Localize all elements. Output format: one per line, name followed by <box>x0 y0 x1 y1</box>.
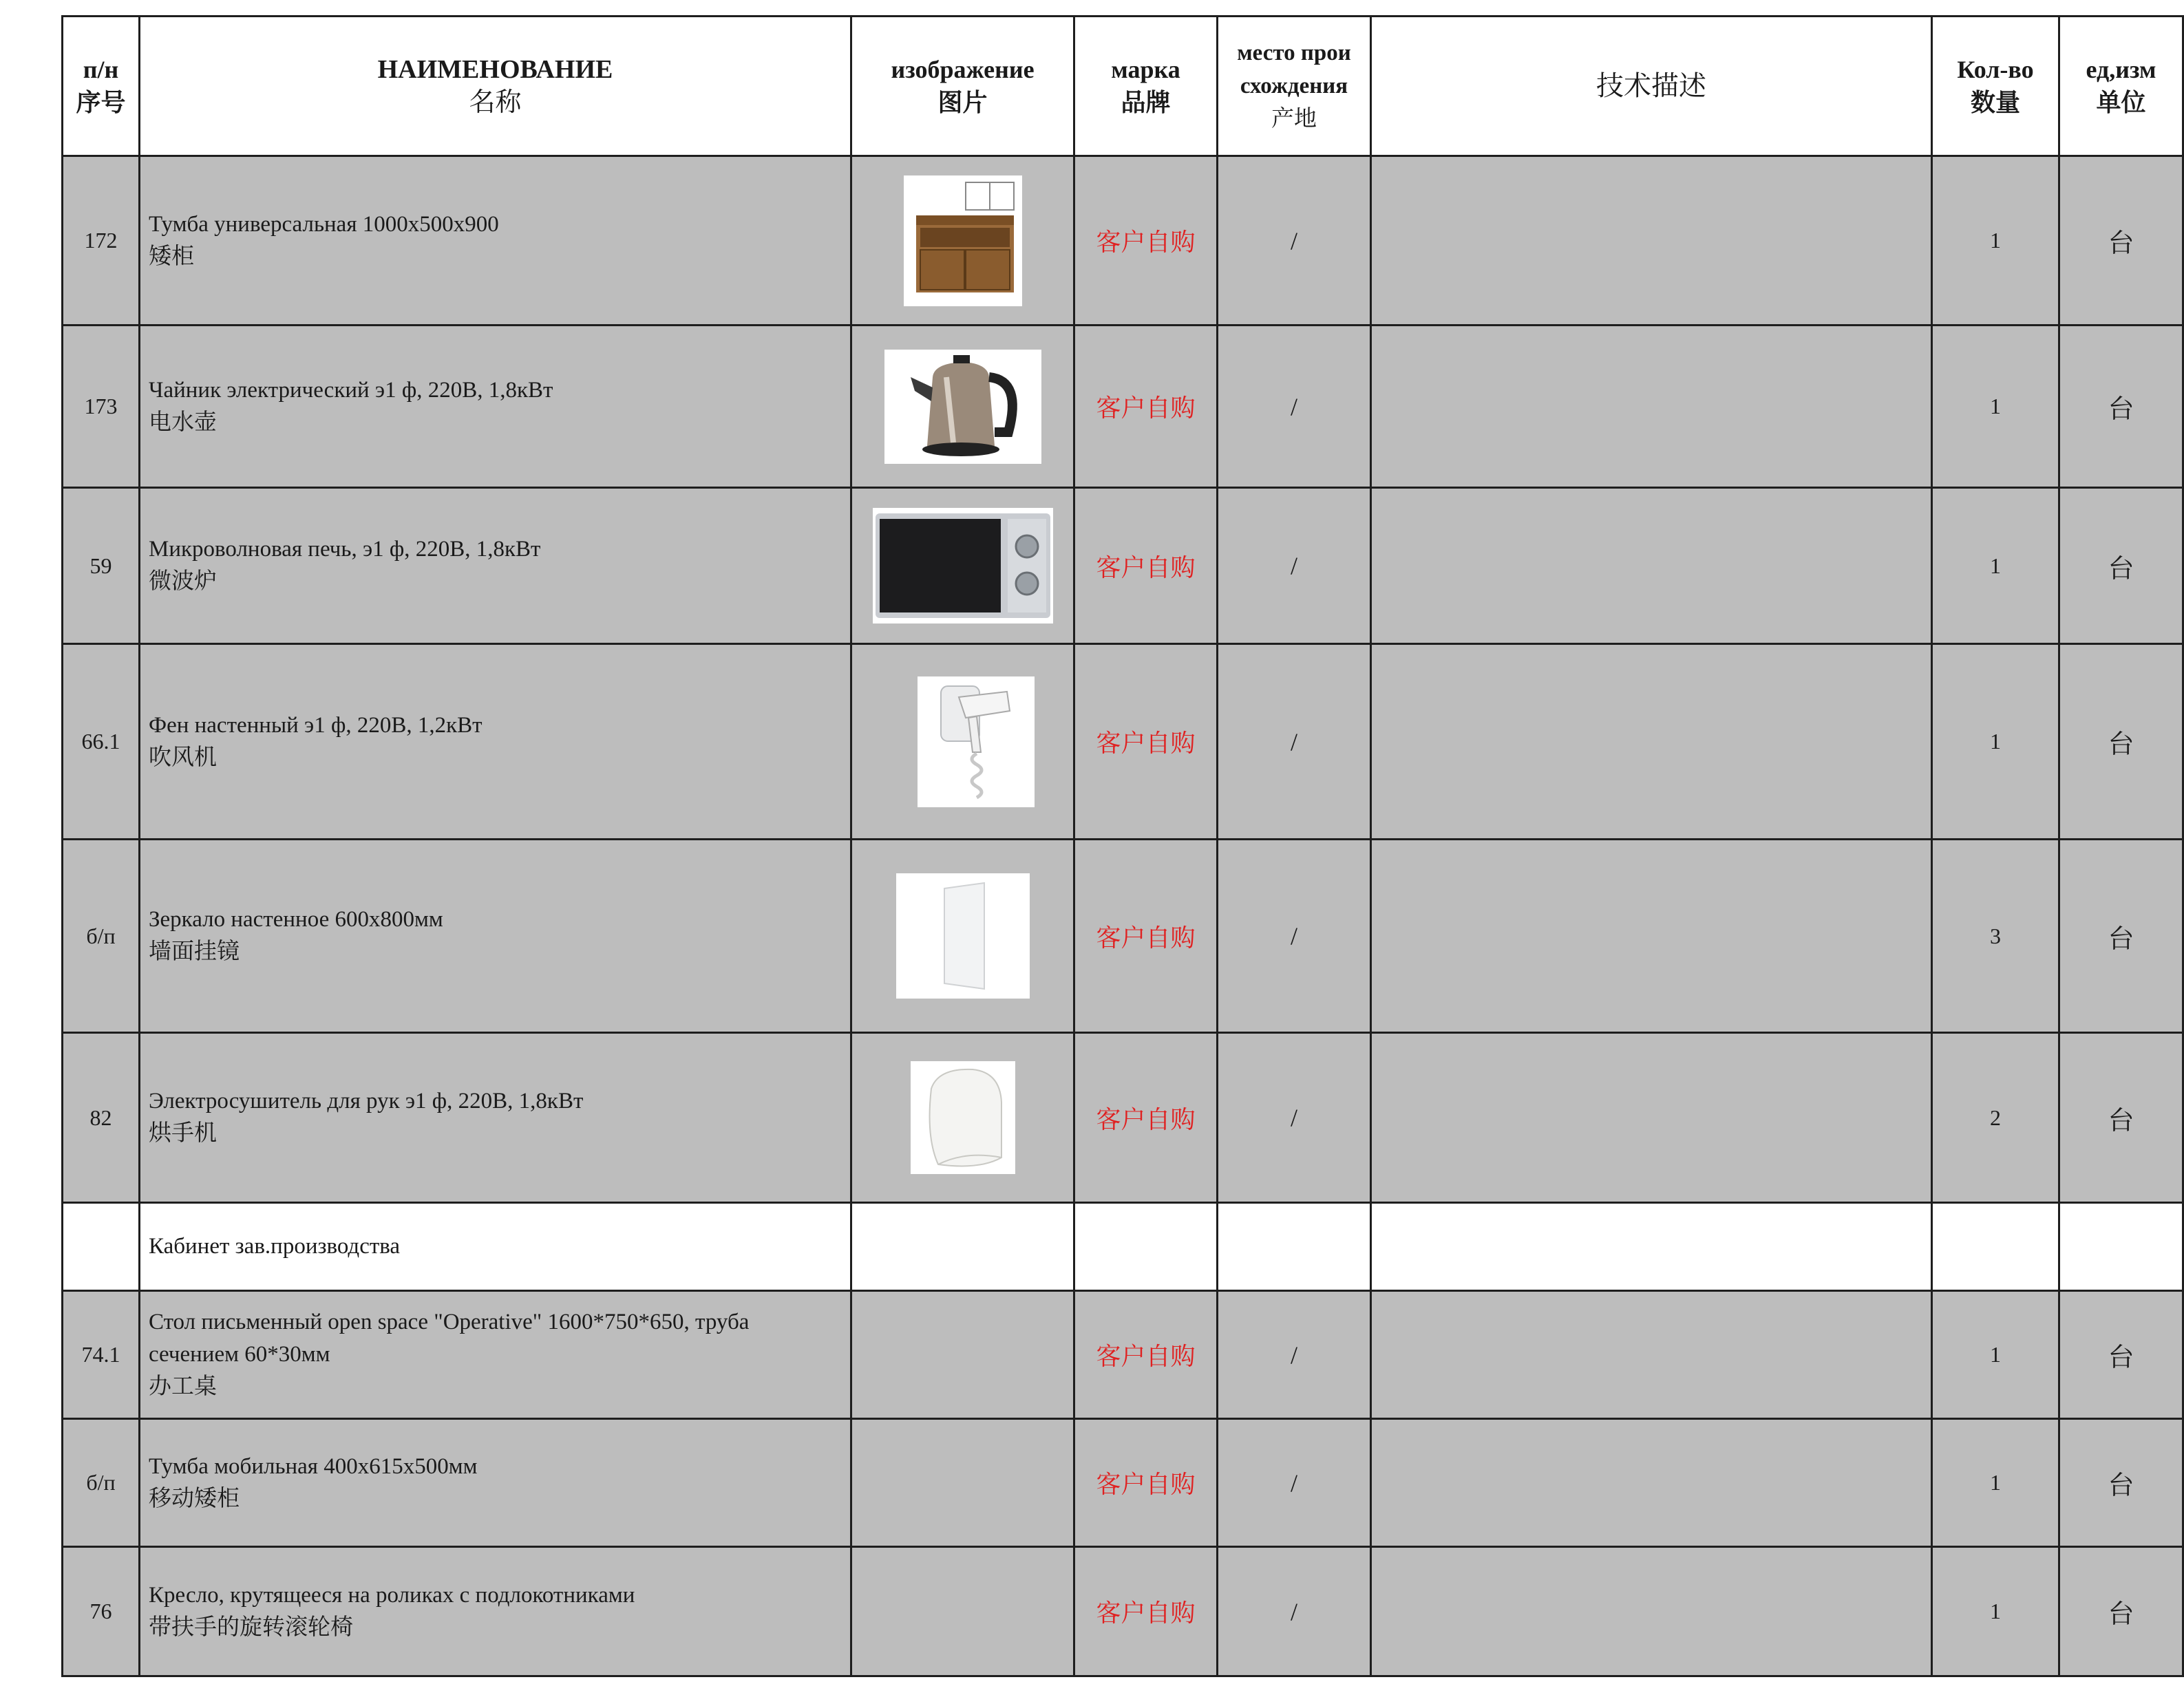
quantity: 3 <box>1932 840 2059 1033</box>
table-row <box>63 840 2183 1033</box>
brand: 客户自购 <box>1074 644 1218 840</box>
quantity: 1 <box>1932 1547 2059 1676</box>
item-image-cell <box>851 840 1074 1033</box>
tech-description <box>1371 1419 1932 1547</box>
row-index: 74.1 <box>63 1291 140 1419</box>
origin: / <box>1218 1291 1371 1419</box>
item-name: Фен настенный э1 ф, 220В, 1,2кВт 吹风机 <box>140 644 851 840</box>
tech-description <box>1371 840 1932 1033</box>
item-image-cell <box>851 488 1074 644</box>
tech-description <box>1371 1547 1932 1676</box>
header-name: НАИМЕНОВАНИЕ 名称 <box>140 17 851 156</box>
table-header-row <box>63 17 2183 156</box>
item-image-cell <box>851 326 1074 488</box>
origin: / <box>1218 644 1371 840</box>
unit: 台 <box>2059 840 2183 1033</box>
quantity: 1 <box>1932 326 2059 488</box>
equipment-spec-table <box>61 15 2184 1677</box>
tech-description <box>1371 326 1932 488</box>
quantity: 1 <box>1932 488 2059 644</box>
unit: 台 <box>2059 156 2183 326</box>
quantity: 1 <box>1932 644 2059 840</box>
item-image-cell <box>851 1291 1074 1419</box>
header-image: изображение 图片 <box>851 17 1074 156</box>
item-image-cell <box>851 644 1074 840</box>
microwave-image <box>873 508 1053 623</box>
row-index: б/п <box>63 1419 140 1547</box>
table-row <box>63 326 2183 488</box>
row-index: 82 <box>63 1033 140 1203</box>
row-index: б/п <box>63 840 140 1033</box>
row-index: 66.1 <box>63 644 140 840</box>
brand: 客户自购 <box>1074 1419 1218 1547</box>
table-row <box>63 156 2183 326</box>
row-index: 59 <box>63 488 140 644</box>
origin: / <box>1218 1033 1371 1203</box>
item-name: Кресло, крутящееся на роликах с подлокотниками 带扶手的旋转滚轮椅 <box>140 1547 851 1676</box>
header-tech-desc: 技术描述 <box>1371 17 1932 156</box>
header-quantity: Кол-во 数量 <box>1932 17 2059 156</box>
brand: 客户自购 <box>1074 1547 1218 1676</box>
header-unit: ед,изм 单位 <box>2059 17 2183 156</box>
table-row <box>63 488 2183 644</box>
tech-description <box>1371 488 1932 644</box>
item-image-cell <box>851 1033 1074 1203</box>
brand: 客户自购 <box>1074 326 1218 488</box>
tech-description <box>1371 644 1932 840</box>
unit: 台 <box>2059 644 2183 840</box>
quantity: 1 <box>1932 1419 2059 1547</box>
mirror-image <box>896 873 1030 999</box>
item-name: Зеркало настенное 600х800мм 墙面挂镜 <box>140 840 851 1033</box>
origin: / <box>1218 1547 1371 1676</box>
unit: 台 <box>2059 1291 2183 1419</box>
unit: 台 <box>2059 326 2183 488</box>
item-image-cell <box>851 1419 1074 1547</box>
unit: 台 <box>2059 1033 2183 1203</box>
table-row <box>63 1419 2183 1547</box>
brand: 客户自购 <box>1074 840 1218 1033</box>
brand: 客户自购 <box>1074 1291 1218 1419</box>
item-name: Электросушитель для рук э1 ф, 220В, 1,8кВт 烘手机 <box>140 1033 851 1203</box>
table-row <box>63 644 2183 840</box>
section-row <box>63 1203 2183 1291</box>
quantity: 1 <box>1932 156 2059 326</box>
tech-description <box>1371 1291 1932 1419</box>
tech-description <box>1371 156 1932 326</box>
item-name: Чайник электрический э1 ф, 220В, 1,8кВт 电水壶 <box>140 326 851 488</box>
origin: / <box>1218 326 1371 488</box>
row-index: 173 <box>63 326 140 488</box>
quantity: 1 <box>1932 1291 2059 1419</box>
row-index: 76 <box>63 1547 140 1676</box>
handdryer-image <box>911 1061 1015 1174</box>
origin: / <box>1218 156 1371 326</box>
item-name: Микроволновая печь, э1 ф, 220В, 1,8кВт 微波炉 <box>140 488 851 644</box>
quantity: 2 <box>1932 1033 2059 1203</box>
item-name: Тумба универсальная 1000х500х900 矮柜 <box>140 156 851 326</box>
kettle-image <box>884 350 1041 464</box>
unit: 台 <box>2059 1419 2183 1547</box>
row-index: 172 <box>63 156 140 326</box>
cabinet-image <box>904 175 1022 306</box>
item-image-cell <box>851 156 1074 326</box>
brand: 客户自购 <box>1074 488 1218 644</box>
origin: / <box>1218 840 1371 1033</box>
brand: 客户自购 <box>1074 156 1218 326</box>
unit: 台 <box>2059 1547 2183 1676</box>
header-index: п/н 序号 <box>63 17 140 156</box>
brand: 客户自购 <box>1074 1033 1218 1203</box>
hairdryer-image <box>918 676 1035 807</box>
origin: / <box>1218 488 1371 644</box>
item-name: Тумба мобильная 400х615х500мм 移动矮柜 <box>140 1419 851 1547</box>
item-name: Стол письменный open space "Operative" 1600*750*650, труба сечением 60*30мм 办工桌 <box>140 1291 851 1419</box>
unit: 台 <box>2059 488 2183 644</box>
item-image-cell <box>851 1547 1074 1676</box>
header-origin: место прои схождения 产地 <box>1218 17 1371 156</box>
origin: / <box>1218 1419 1371 1547</box>
tech-description <box>1371 1033 1932 1203</box>
section-title: Кабинет зав.производства <box>140 1203 851 1291</box>
table-row <box>63 1291 2183 1419</box>
header-brand: марка 品牌 <box>1074 17 1218 156</box>
table-row <box>63 1033 2183 1203</box>
table-row <box>63 1547 2183 1676</box>
